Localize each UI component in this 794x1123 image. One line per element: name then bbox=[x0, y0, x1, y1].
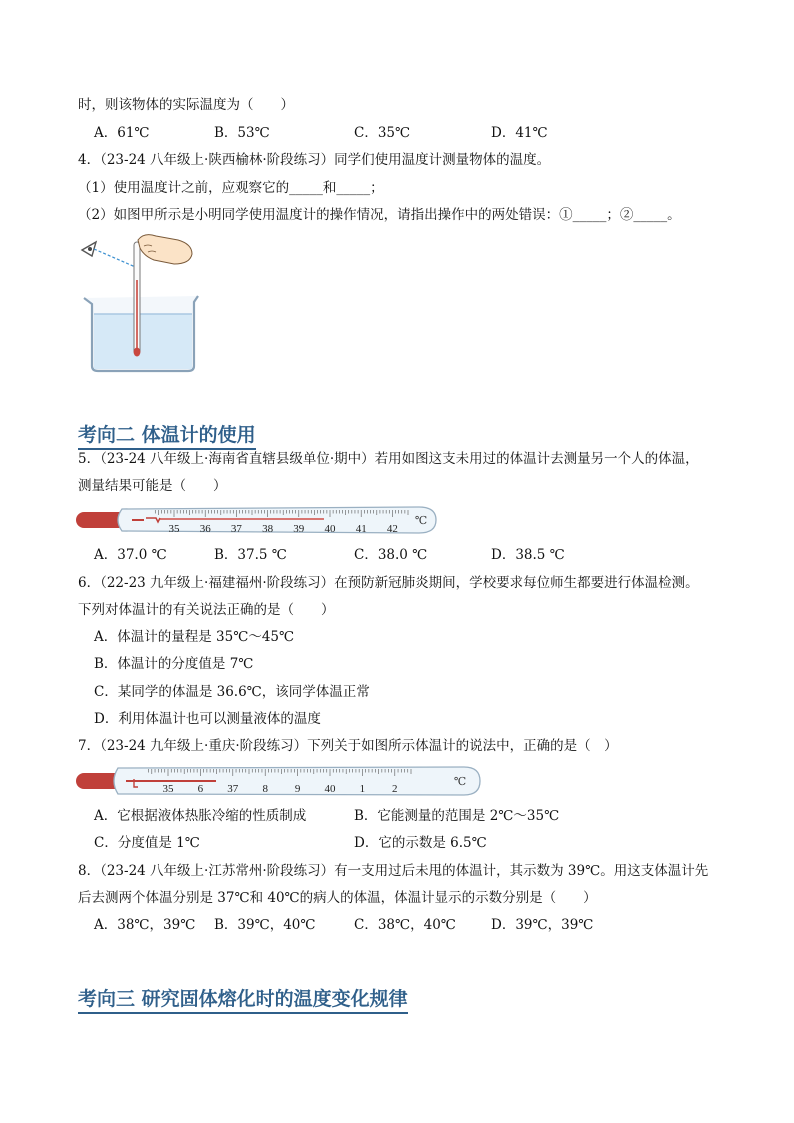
q8-option-b: B．39℃，40℃ bbox=[214, 917, 316, 933]
q7-option-c: C．分度值是 1℃ bbox=[94, 835, 200, 851]
q5-option-a: A．37.0 ℃ bbox=[94, 547, 167, 563]
thermometer-unit-q5: ℃ bbox=[414, 515, 428, 527]
q6-option-b: B．体温计的分度值是 7℃ bbox=[94, 656, 254, 672]
beaker-liquid bbox=[94, 314, 192, 369]
q5-option-b: B．37.5 ℃ bbox=[214, 547, 287, 563]
scale-label: 2 bbox=[392, 783, 398, 795]
q5-option-d: D．38.5 ℃ bbox=[491, 547, 565, 563]
q3-stem-tail: 时，则该物体的实际温度为（ ） bbox=[78, 97, 294, 113]
scale-label: 42 bbox=[386, 523, 398, 535]
scale-label: 40 bbox=[324, 783, 336, 795]
q4-sub-question-1: （1）使用温度计之前，应观察它的_____和_____； bbox=[78, 180, 384, 196]
scale-label: 35 bbox=[162, 783, 174, 795]
q8-stem-line-2: 后去测两个体温分别是 37℃和 40℃的病人的体温，体温计显示的示数分别是（ ） bbox=[78, 890, 597, 906]
q7-option-a: A．它根据液体热胀冷缩的性质制成 bbox=[94, 808, 307, 824]
q7-option-b: B．它能测量的范围是 2℃～35℃ bbox=[354, 808, 560, 824]
scale-label: 39 bbox=[293, 523, 305, 535]
q5-option-c: C．38.0 ℃ bbox=[354, 547, 428, 563]
scale-label: 9 bbox=[294, 783, 301, 795]
scale-label: 8 bbox=[262, 783, 268, 795]
q4-stem: 4．（23-24 八年级上·陕西榆林·阶段练习）同学们使用温度计测量物体的温度。 bbox=[78, 152, 551, 168]
beaker-thermometer-figure bbox=[78, 232, 208, 374]
scale-label: 37 bbox=[230, 523, 242, 535]
q8-option-a: A．38℃，39℃ bbox=[94, 917, 196, 933]
thermometer-unit-q7: ℃ bbox=[453, 776, 467, 788]
q3-option-c: C．35℃ bbox=[354, 125, 411, 141]
scale-label: 36 bbox=[199, 523, 211, 535]
clinical-thermometer-q7 bbox=[74, 763, 484, 799]
q3-option-b: B．53℃ bbox=[214, 125, 270, 141]
q6-option-d: D．利用体温计也可以测量液体的温度 bbox=[94, 711, 321, 727]
q7-stem: 7．（23-24 九年级上·重庆·阶段练习）下列关于如图所示体温计的说法中，正确的是（ ） bbox=[78, 738, 618, 754]
scale-label: 37 bbox=[227, 783, 239, 795]
q5-stem-line-2: 测量结果可能是（ ） bbox=[78, 478, 227, 494]
scale-label: 41 bbox=[355, 523, 367, 535]
scale-label: 1 bbox=[359, 783, 366, 795]
scale-label: 40 bbox=[324, 523, 336, 535]
section-2-heading: 考向二 体温计的使用 bbox=[78, 420, 256, 450]
section-3-heading: 考向三 研究固体熔化时的温度变化规律 bbox=[78, 984, 408, 1014]
q6-stem-line-2: 下列对体温计的有关说法正确的是（ ） bbox=[78, 602, 335, 618]
scale-label: 6 bbox=[197, 783, 204, 795]
hand-icon bbox=[138, 235, 192, 264]
q6-option-a: A．体温计的量程是 35℃～45℃ bbox=[94, 629, 295, 645]
q8-stem-line-1: 8．（23-24 八年级上·江苏常州·阶段练习）有一支用过后未甩的体温计，其示数为 39℃。用这支体温计先 bbox=[78, 863, 709, 879]
scale-label: 38 bbox=[262, 523, 274, 535]
scale-label: 35 bbox=[168, 523, 180, 535]
q3-option-d: D．41℃ bbox=[491, 125, 548, 141]
q6-option-c: C．某同学的体温是 36.6℃，该同学体温正常 bbox=[94, 684, 370, 700]
q8-option-c: C．38℃，40℃ bbox=[354, 917, 456, 933]
q3-option-a: A．61℃ bbox=[94, 125, 150, 141]
clinical-thermometer-q5 bbox=[74, 503, 440, 537]
q5-stem-line-1: 5．（23-24 八年级上·海南省直辖县级单位·期中）若用如图这支未用过的体温计去测量另一个人的体温， bbox=[78, 451, 699, 467]
q8-option-d: D．39℃，39℃ bbox=[491, 917, 594, 933]
q6-stem-line-1: 6．（22-23 九年级上·福建福州·阶段练习）在预防新冠肺炎期间，学校要求每位师生都要进行体温检测。 bbox=[78, 575, 699, 591]
q7-option-d: D．它的示数是 6.5℃ bbox=[354, 835, 487, 851]
q4-sub-question-2: （2）如图甲所示是小明同学使用温度计的操作情况，请指出操作中的两处错误：①_____；②_____。 bbox=[78, 207, 681, 223]
